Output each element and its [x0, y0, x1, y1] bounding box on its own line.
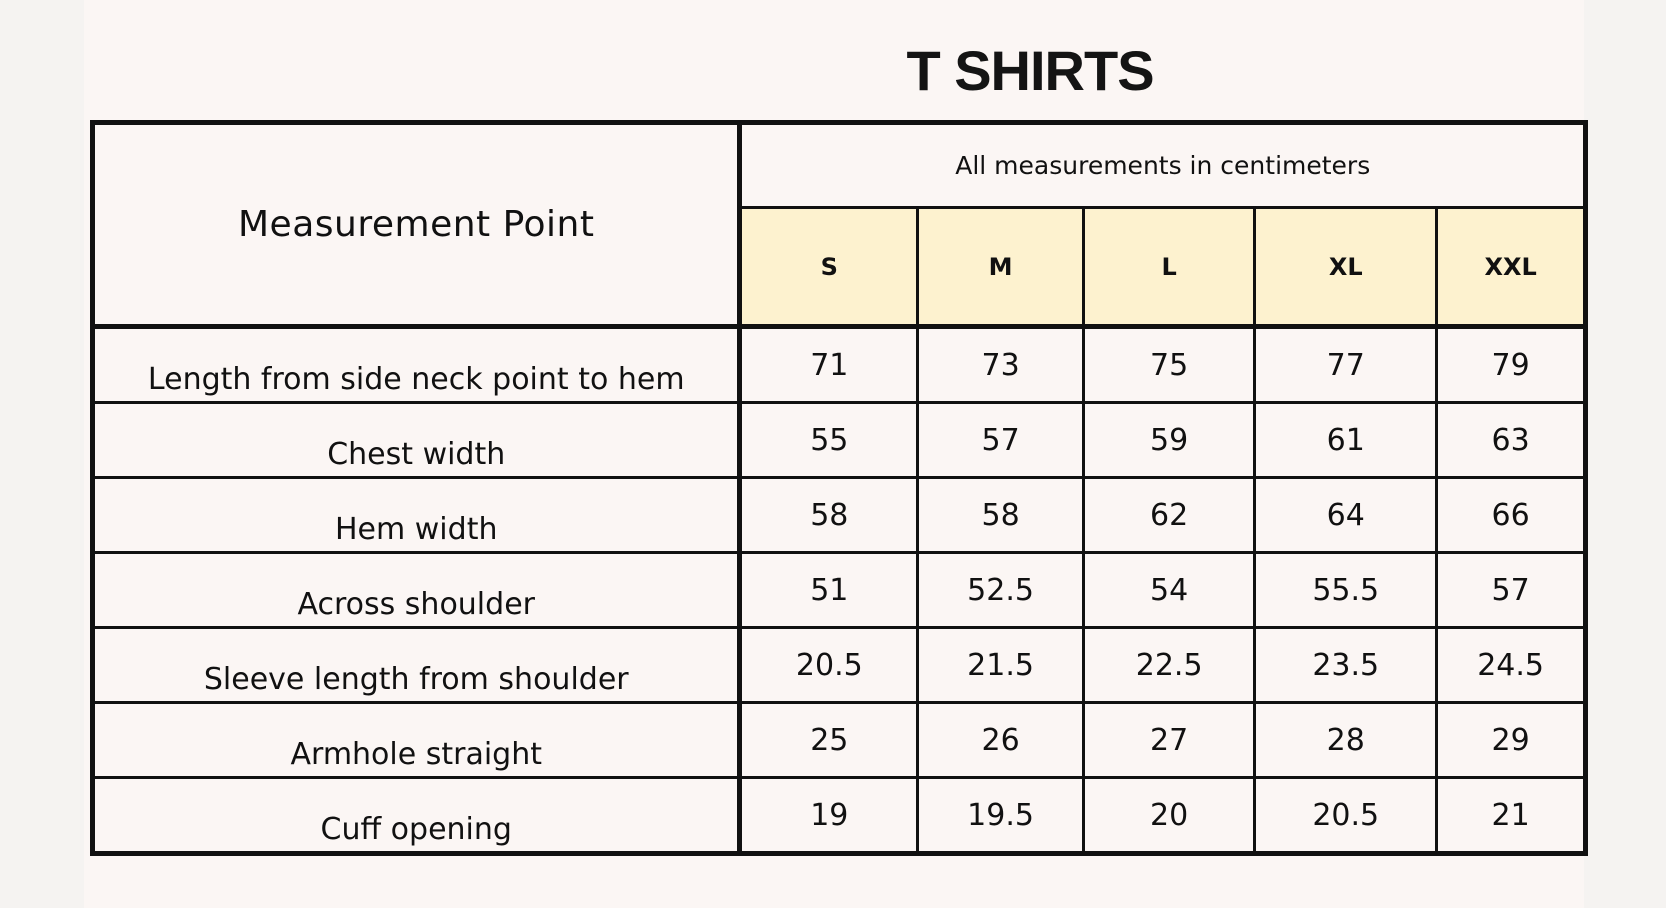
cell-l: 27	[1084, 703, 1255, 778]
table-row	[93, 478, 1586, 553]
cell-xl: 64	[1255, 478, 1437, 553]
header-row-top	[93, 123, 1586, 208]
row-label: Cuff opening	[93, 778, 740, 854]
size-header-l: L	[1084, 208, 1255, 327]
row-label: Across shoulder	[93, 553, 740, 628]
cell-s: 71	[740, 327, 918, 403]
page-title: T SHIRTS	[906, 39, 1154, 102]
cell-l: 20	[1084, 778, 1255, 854]
table-body	[93, 327, 1586, 854]
size-header-s: S	[740, 208, 918, 327]
cell-m: 52.5	[918, 553, 1084, 628]
cell-xxl: 57	[1437, 553, 1586, 628]
cell-m: 58	[918, 478, 1084, 553]
row-label: Chest width	[93, 403, 740, 478]
cell-s: 19	[740, 778, 918, 854]
cell-xl: 23.5	[1255, 628, 1437, 703]
cell-s: 51	[740, 553, 918, 628]
cell-l: 62	[1084, 478, 1255, 553]
cell-xl: 55.5	[1255, 553, 1437, 628]
row-label: Armhole straight	[93, 703, 740, 778]
cell-xl: 28	[1255, 703, 1437, 778]
cell-xl: 61	[1255, 403, 1437, 478]
table-row	[93, 628, 1586, 703]
cell-xxl: 21	[1437, 778, 1586, 854]
size-header-xl: XL	[1255, 208, 1437, 327]
cell-xxl: 29	[1437, 703, 1586, 778]
cell-m: 26	[918, 703, 1084, 778]
cell-l: 59	[1084, 403, 1255, 478]
cell-xxl: 63	[1437, 403, 1586, 478]
size-header-m: M	[918, 208, 1084, 327]
table-row	[93, 703, 1586, 778]
row-label: Length from side neck point to hem	[93, 327, 740, 403]
cell-m: 73	[918, 327, 1084, 403]
cell-m: 21.5	[918, 628, 1084, 703]
cell-l: 22.5	[1084, 628, 1255, 703]
table-row	[93, 778, 1586, 854]
table-row	[93, 403, 1586, 478]
size-header-xxl: XXL	[1437, 208, 1586, 327]
cell-xl: 77	[1255, 327, 1437, 403]
cell-l: 75	[1084, 327, 1255, 403]
cell-m: 57	[918, 403, 1084, 478]
cell-l: 54	[1084, 553, 1255, 628]
cell-s: 58	[740, 478, 918, 553]
cell-m: 19.5	[918, 778, 1084, 854]
table-row	[93, 553, 1586, 628]
cell-xxl: 79	[1437, 327, 1586, 403]
row-label: Sleeve length from shoulder	[93, 628, 740, 703]
measurement-point-header: Measurement Point	[93, 123, 740, 327]
cell-xl: 20.5	[1255, 778, 1437, 854]
cell-s: 55	[740, 403, 918, 478]
units-note: All measurements in centimeters	[740, 123, 1586, 208]
cell-s: 20.5	[740, 628, 918, 703]
size-chart-table	[90, 120, 1588, 856]
cell-s: 25	[740, 703, 918, 778]
cell-xxl: 24.5	[1437, 628, 1586, 703]
cell-xxl: 66	[1437, 478, 1586, 553]
row-label: Hem width	[93, 478, 740, 553]
table-row	[93, 327, 1586, 403]
